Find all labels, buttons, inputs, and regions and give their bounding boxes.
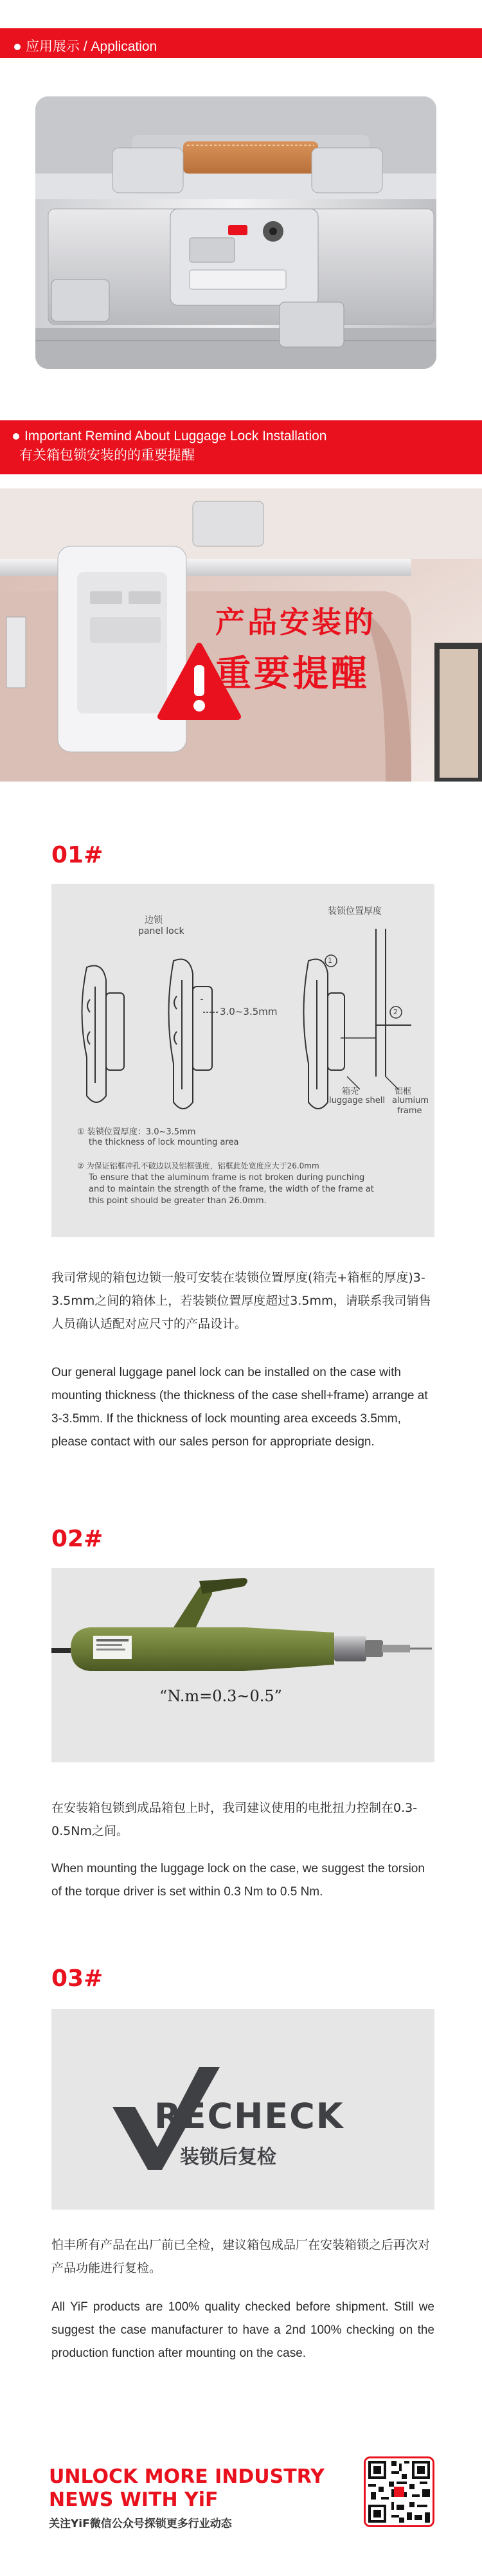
diagram-shell-label-cn: 箱壳 [342,1087,359,1096]
diagram-note-2-en-1: To ensure that the aluminum frame is not broken during punching [89,1173,365,1183]
item-2-text-en: When mounting the luggage lock on the case, we suggest the torsion of the torque driver is set within 0.3 Nm to 0.5 Nm. [51,1862,425,1899]
diagram-shell-label-en: luggage shell [329,1096,385,1105]
diagram-frame-label-en-1: alumium [392,1096,429,1105]
luggage-lock-photo [35,96,436,369]
remind-photo-heading-2: 重要提醒 [215,653,370,695]
application-photo [35,96,436,369]
torque-driver-image [51,1568,434,1762]
item-2-text-cn: 在安装箱包锁到成品箱包上时，我司建议使用的电批扭力控制在0.3-0.5Nm之间。 [51,1801,418,1838]
diagram-panel-label-en: panel lock [138,926,184,936]
diagram-note-2-cn: ② 为保证铝框冲孔不破边以及铝框强度，铝框此处宽度应大于26.0mm [77,1161,319,1170]
diagram-note-1-en: the thickness of lock mounting area [89,1138,239,1147]
remind-photo-heading-1: 产品安装的 [215,605,376,640]
bullet-icon [13,433,19,440]
item-3-number: 03# [51,1965,103,1992]
item-1-text-cn: 我司常规的箱包边锁一般可安装在装锁位置厚度(箱壳+箱框的厚度)3-3.5mm之间的箱体上，若装锁位置厚度超过3.5mm，请联系我司销售人员确认适配对应尺寸的产品设计。 [51,1271,431,1331]
torque-value-label: “N.m=0.3~0.5” [159,1687,282,1705]
mounting-diagram [51,884,434,1237]
item-3-text-cn: 怕丰所有产品在出厂前已全检，建议箱包成品厂在安装箱锁之后再次对产品功能进行复检。 [51,2238,431,2275]
diagram-note-2-en-3: this point should be greater than 26.0mm. [89,1196,267,1206]
diagram-note-1-cn: ① 装锁位置厚度：3.0~3.5mm [77,1127,196,1137]
remind-title-en: Important Remind About Luggage Lock Installation [24,429,327,443]
footer-title-line-2: NEWS WITH YiF [49,2489,219,2511]
remind-banner [0,420,482,474]
diagram-range-label: 3.0~3.5mm [220,1006,278,1017]
diagram-panel-label-cn: 边锁 [145,915,163,926]
diagram-frame-label-cn: 铝框 [395,1087,412,1096]
qr-code-icon [366,2458,433,2525]
footer-subtitle: 关注YiF微信公众号探锁更多行业动态 [49,2518,232,2530]
item-1-text-en: Our general luggage panel lock can be installed on the case with mounting thickness (the thickness of the case shell+frame) arrange at 3-3.5mm. If the thickness of lock mounting area exceeds 3.5mm, please contact with our sales person for appropriate design. [51,1366,428,1449]
remind-title-cn: 有关箱包锁安装的的重要提醒 [19,448,195,463]
footer-title [49,2465,325,2512]
application-title: 应用展示 / Application [26,39,157,54]
recheck-label-en: RECHECK [154,2096,344,2136]
diagram-note-2-en-2: and to maintain the strength of the frame, the width of the frame at [89,1185,374,1194]
item-1-number: 01# [51,842,103,868]
item-3-text-en: All YiF products are 100% quality checked before shipment. Still we suggest the case manufacturer to have a 2nd 100% checking on the production function after mounting on the case. [51,2300,434,2360]
application-banner [0,28,482,58]
torque-driver-icon [51,1578,432,1671]
wechat-qr-code[interactable] [364,2456,434,2527]
diagram-circle-1: 1 [328,956,332,965]
bullet-icon [14,44,21,50]
item-2-number: 02# [51,1526,103,1552]
recheck-panel [51,2009,434,2210]
diagram-circle-2: 2 [393,1008,398,1016]
recheck-label-cn: 装锁后复检 [180,2146,276,2169]
remind-photo [0,488,482,782]
diagram-frame-label-en-2: frame [397,1106,422,1116]
footer-title-line-1: UNLOCK MORE INDUSTRY [49,2465,325,2488]
diagram-thickness-label: 装锁位置厚度 [328,906,382,917]
torque-driver-panel [51,1568,434,1762]
